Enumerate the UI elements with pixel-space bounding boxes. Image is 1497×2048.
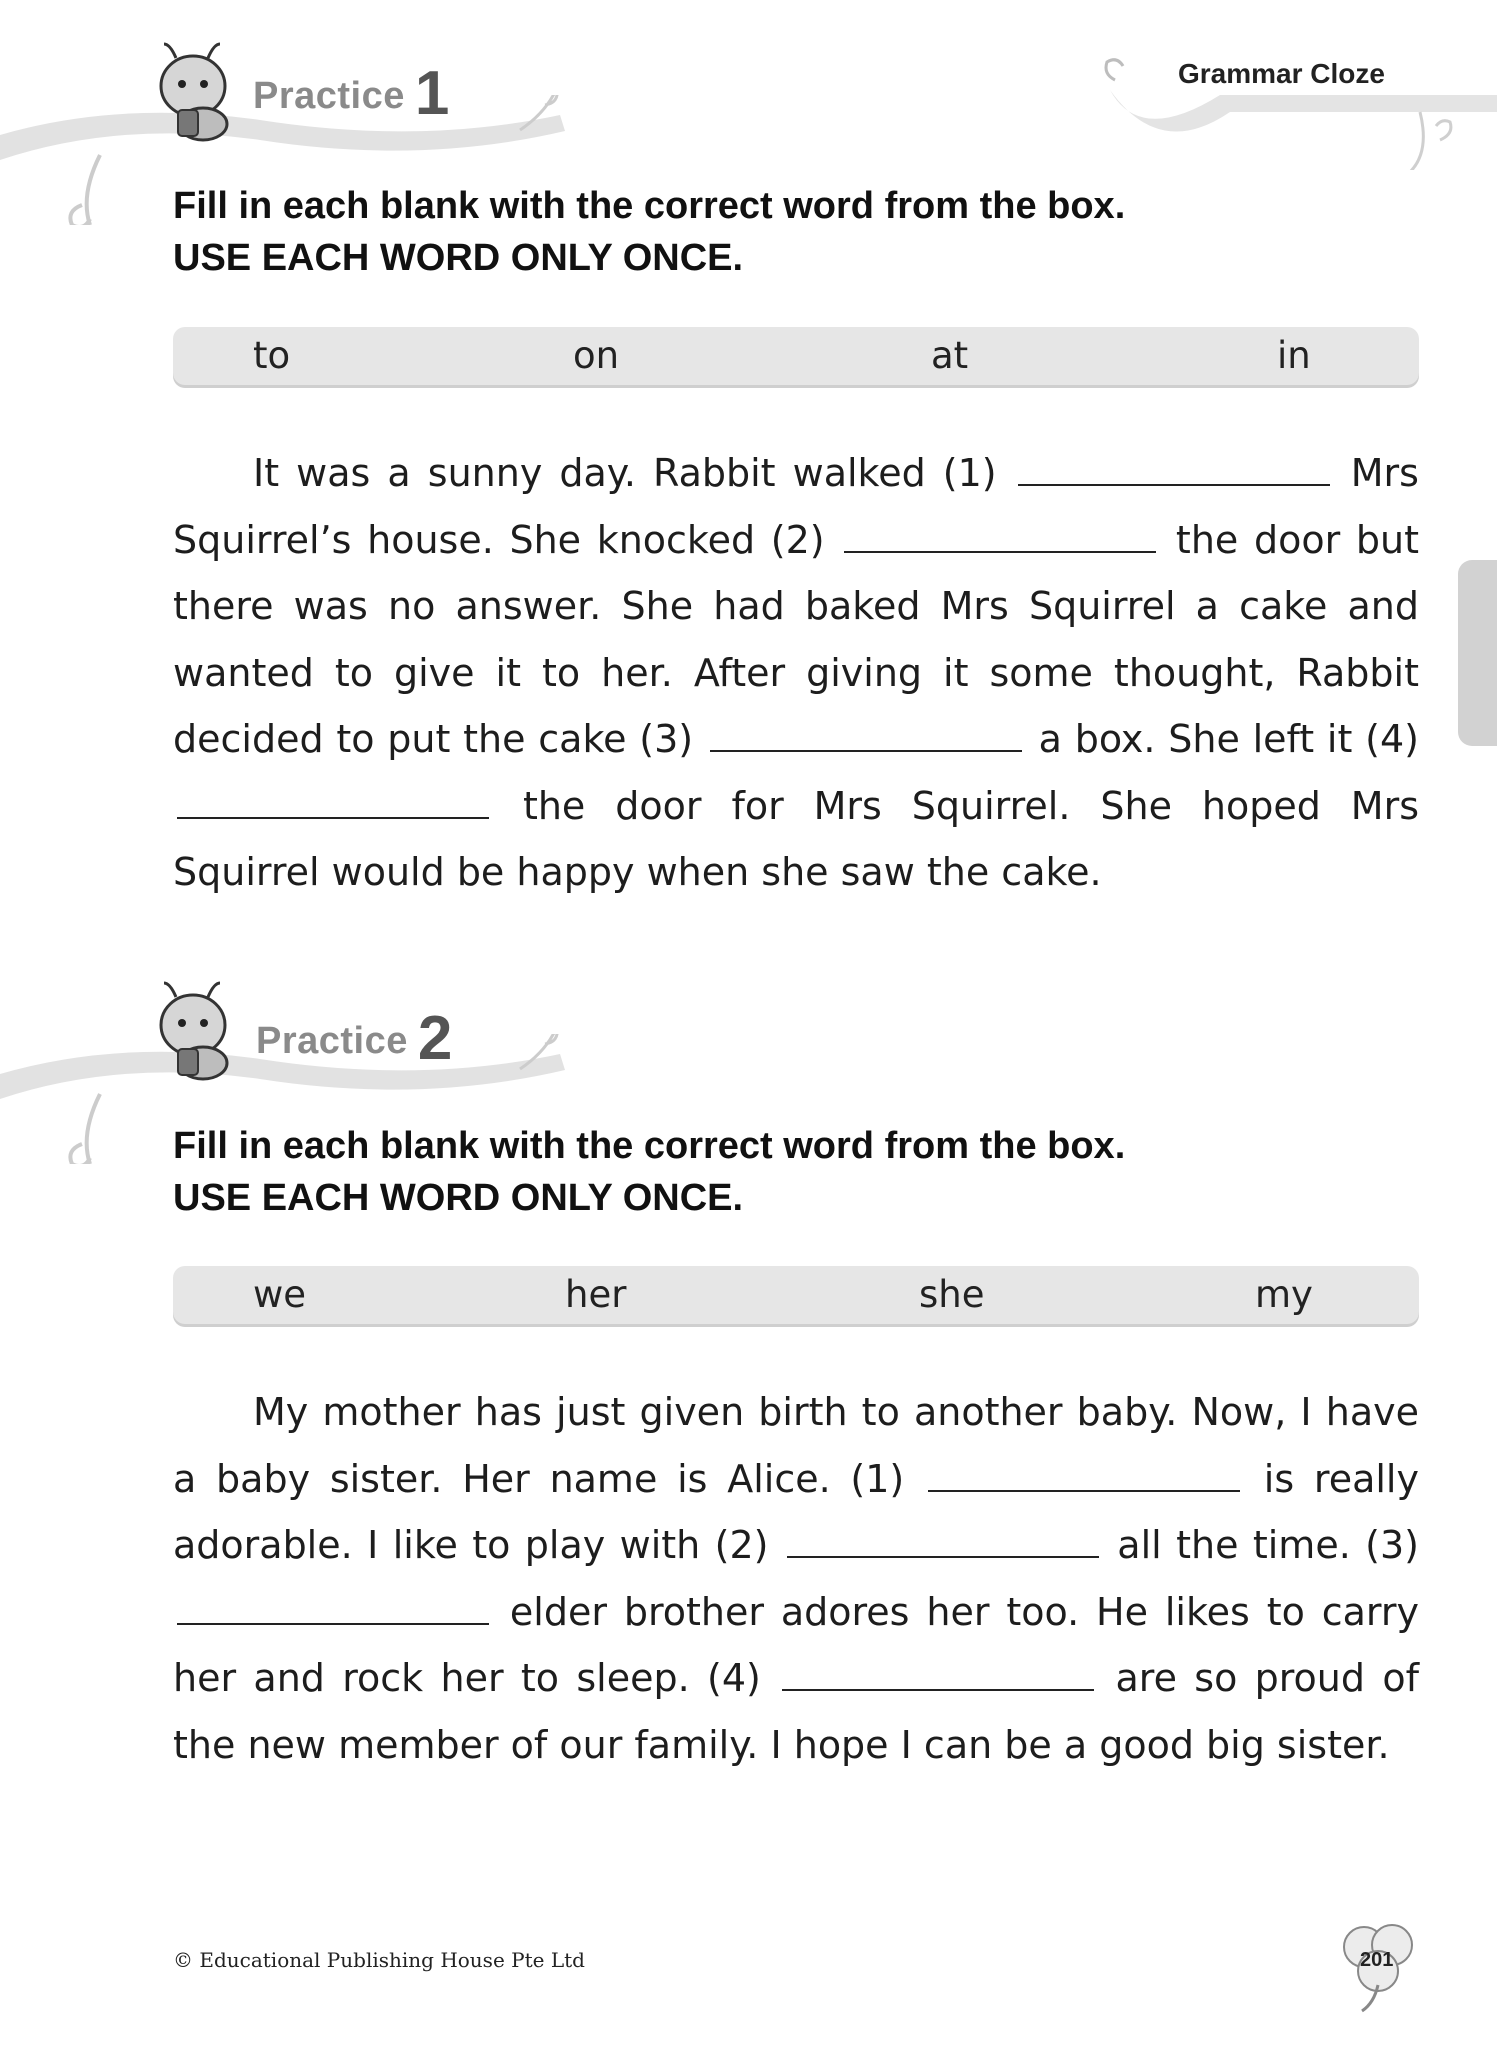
bee-mascot-icon	[148, 975, 238, 1085]
answer-blank-4[interactable]	[782, 1659, 1094, 1691]
word-option: her	[565, 1273, 627, 1316]
practice-1-passage: It was a sunny day. Rabbit walked (1) Mrs Squirrel’s house. She knocked (2) the door but there was no answer. She had baked Mrs Squirrel a cake and wanted to give it to her. After giving it some thought, Rabbit decided to put the cake (3) a box. She left it (4) the door for Mrs Squirrel. She hoped Mrs Squirrel would be happy when she saw the cake.	[173, 451, 1419, 894]
page-number: 201	[1360, 1949, 1394, 1971]
answer-blank-3[interactable]	[177, 1593, 489, 1625]
answer-blank-4[interactable]	[177, 787, 489, 819]
practice-2-title: Practice 2	[256, 1004, 453, 1073]
practice-1-title: Practice 1	[253, 59, 450, 128]
copyright-notice: © Educational Publishing House Pte Ltd	[173, 1948, 585, 1972]
word-option: to	[253, 334, 291, 377]
answer-blank-2[interactable]	[844, 521, 1156, 553]
word-option: on	[573, 334, 620, 377]
practice-2-word-box	[173, 1266, 1419, 1324]
word-option: my	[1255, 1273, 1313, 1316]
word-option: at	[931, 334, 969, 377]
answer-blank-3[interactable]	[710, 720, 1022, 752]
practice-2-passage: My mother has just given birth to another baby. Now, I have a baby sister. Her name is Alice. (1) is really adorable. I like to play with (2) all the time. (3) elder brother adores her too. He likes to carry her and rock her to sleep. (4) are so proud of the new member of our family. I hope I can be a good big sister.	[173, 1390, 1420, 1767]
answer-blank-1[interactable]	[1018, 454, 1330, 486]
word-option: she	[919, 1273, 985, 1316]
word-option: in	[1277, 334, 1311, 377]
practice-2-instructions: Fill in each blank with the correct word from the box. USE EACH WORD ONLY ONCE.	[173, 1125, 1126, 1219]
header-label: Grammar Cloze	[1178, 58, 1385, 89]
answer-blank-2[interactable]	[787, 1526, 1099, 1558]
bee-mascot-icon	[148, 36, 238, 146]
word-option: we	[253, 1273, 307, 1316]
practice-1-word-box	[173, 327, 1419, 385]
answer-blank-1[interactable]	[928, 1460, 1240, 1492]
page-edge-tab	[1458, 560, 1497, 746]
practice-1-instructions: Fill in each blank with the correct word from the box. USE EACH WORD ONLY ONCE.	[173, 185, 1126, 279]
